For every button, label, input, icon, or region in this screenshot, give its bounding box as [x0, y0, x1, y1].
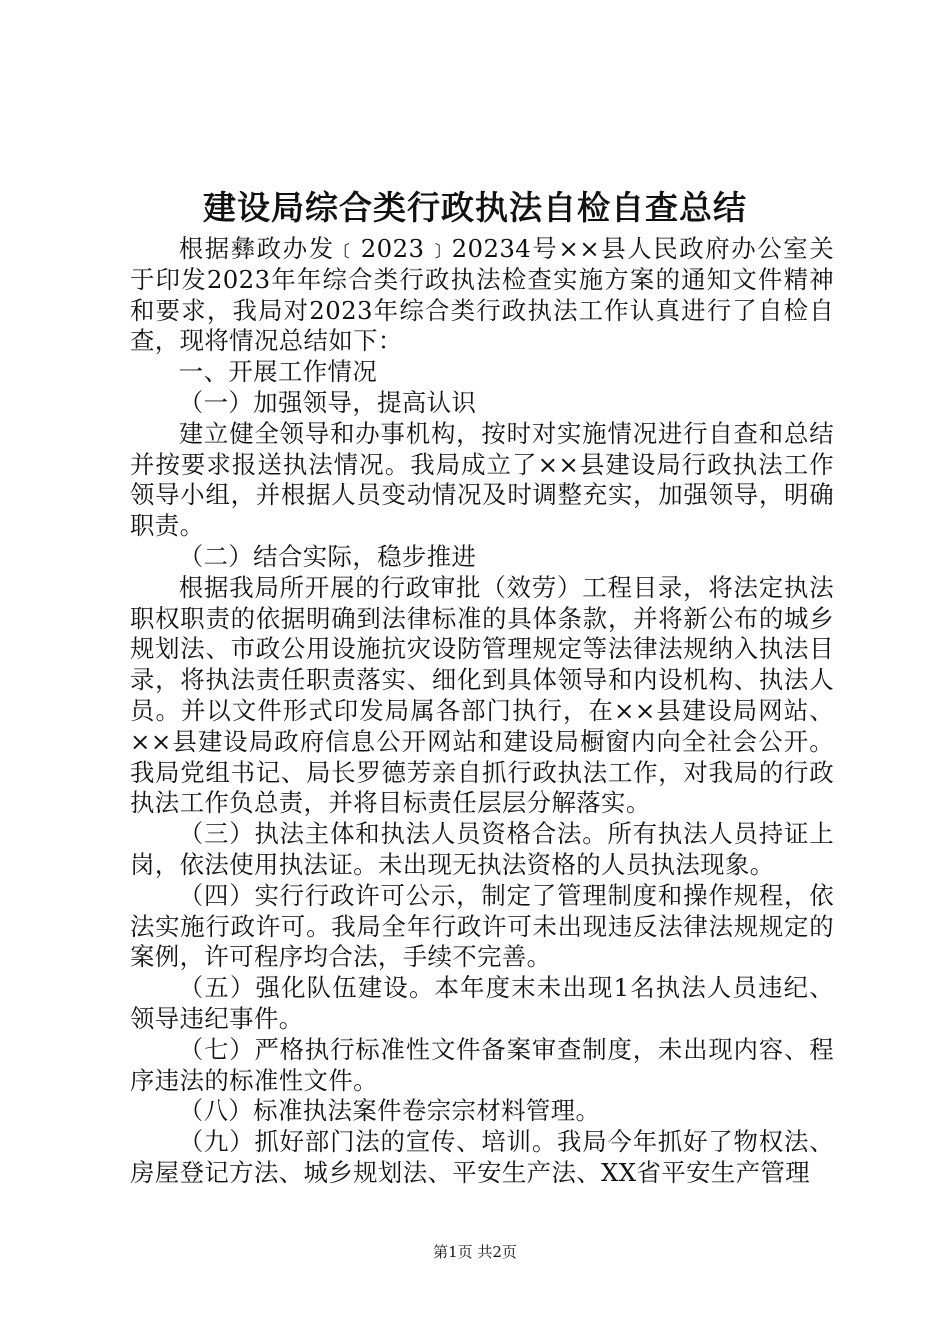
paragraph-2: 根据我局所开展的行政审批（效劳）工程目录，将法定执法职权职责的依据明确到法律标准的具体条款，并将新公布的城乡规划法、市政公用设施抗灾设防管理规定等法律法规纳入执法目录，将执法责任职责落实、细化到具体领导和内设机构、执法人员。并以文件形式印发局属各部门执行，在××县建设局网站、××县建设局政府信息公开网站和建设局橱窗内向全社会公开。我局党组书记、局长罗德芳亲自抓行政执法工作，对我局的行政执法工作负总责，并将目标责任层层分解落实。: [130, 572, 834, 818]
subheading-1: （一）加强领导，提高认识: [178, 387, 477, 417]
paragraph-1: 建立健全领导和办事机构，按时对实施情况进行自查和总结并按要求报送执法情况。我局成立了××县建设局行政执法工作领导小组，并根据人员变动情况及时调整充实，加强领导，明确职责。: [130, 418, 834, 541]
paragraph-8: （八）标准执法案件卷宗宗材料管理。: [178, 1096, 601, 1126]
paragraph-intro: 根据彝政办发﹝2023﹞20234号××县人民政府办公室关于印发2023年年综合类行政执法检查实施方案的通知文件精神和要求，我局对2023年综合类行政执法工作认真进行了自检自查，现将情况总结如下：: [130, 234, 834, 356]
section-heading-1: 一、开展工作情况: [178, 357, 378, 387]
document-body: [130, 234, 834, 1189]
paragraph-9: （九）抓好部门法的宣传、培训。我局今年抓好了物权法、房屋登记方法、城乡规划法、平安生产法、XX省平安生产管理: [130, 1127, 834, 1187]
paragraph-7: （七）严格执行标准性文件备案审查制度，未出现内容、程序违法的标准性文件。: [130, 1034, 834, 1095]
page-footer: 第1页 共2页: [433, 1243, 517, 1261]
subheading-2: （二）结合实际，稳步推进: [178, 541, 477, 571]
document-title: 建设局综合类行政执法自检自查总结: [203, 188, 747, 227]
paragraph-5: （五）强化队伍建设。本年度末未出现1名执法人员违纪、领导违纪事件。: [130, 973, 834, 1033]
paragraph-3: （三）执法主体和执法人员资格合法。所有执法人员持证上岗，依法使用执法证。未出现无执法资格的人员执法现象。: [130, 819, 834, 879]
paragraph-4: （四）实行行政许可公示，制定了管理制度和操作规程，依法实施行政许可。我局全年行政许可未出现违反法律法规规定的案例，许可程序均合法，手续不完善。: [130, 880, 834, 972]
